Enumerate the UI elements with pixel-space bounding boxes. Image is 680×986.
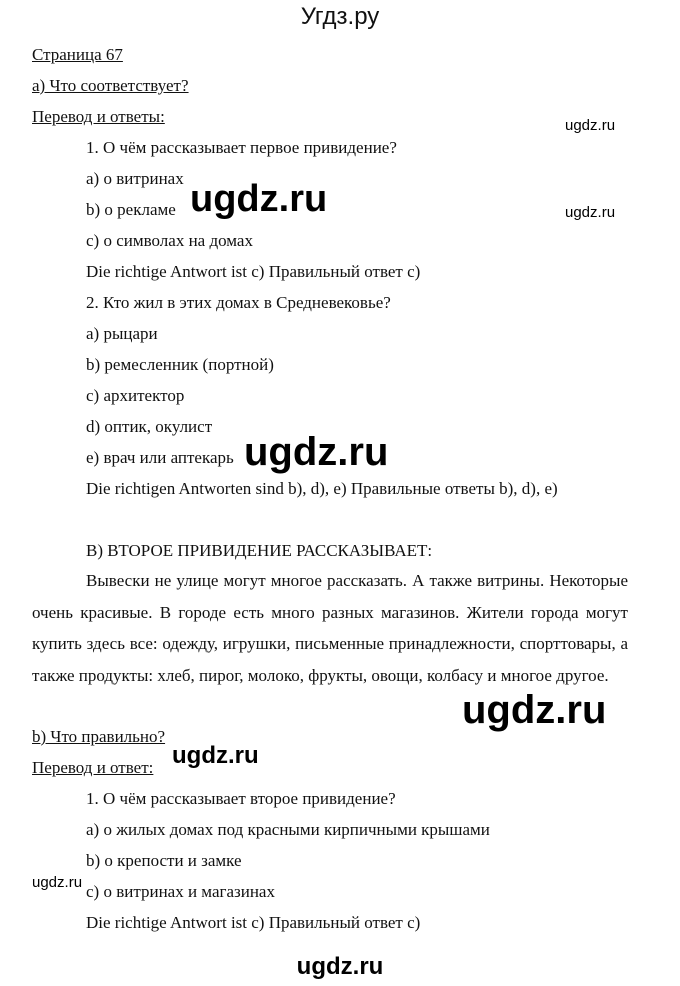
b-q1-answer: Die richtige Antwort ist c) Правильный ответ с) xyxy=(86,913,421,932)
q1-option-b: b) о рекламе xyxy=(86,200,176,219)
watermark-small-2: ugdz.ru xyxy=(565,204,616,221)
q2-option-e: е) врач или аптекарь xyxy=(86,448,234,467)
q2-answer: Die richtigen Antworten sind b), d), e) Правильные ответы b), d), e) xyxy=(86,479,558,498)
q2-option-b: b) ремесленник (портной) xyxy=(86,355,274,374)
watermark-small-1: ugdz.ru xyxy=(565,117,616,134)
page-header-title: Угдз.ру xyxy=(300,3,380,30)
ghost-story-heading: В) ВТОРОЕ ПРИВИДЕНИЕ РАССКАЗЫВАЕТ: xyxy=(86,541,433,560)
section-a-heading: а) Что соответствует? xyxy=(32,76,189,95)
watermark-large-1: ugdz.ru xyxy=(190,178,328,220)
b-q1-option-a: а) о жилых домах под красными кирпичными крышами xyxy=(86,820,490,839)
section-a-subheading: Перевод и ответы: xyxy=(32,107,165,126)
watermark-small-3: ugdz.ru xyxy=(32,874,83,891)
watermark-medium-1: ugdz.ru xyxy=(172,742,259,769)
question-2-text: 2. Кто жил в этих домах в Средневековье? xyxy=(86,293,391,312)
b-q1-option-b: b) о крепости и замке xyxy=(86,851,242,870)
watermark-large-2: ugdz.ru xyxy=(244,430,389,474)
question-1-text: 1. О чём рассказывает первое привидение? xyxy=(86,138,397,157)
q2-option-d: d) оптик, окулист xyxy=(86,417,213,436)
q2-option-a: а) рыцари xyxy=(86,324,158,343)
section-b-subheading: Перевод и ответ: xyxy=(32,758,154,777)
q1-answer: Die richtige Antwort ist c) Правильный ответ с) xyxy=(86,262,421,281)
watermark-large-3: ugdz.ru xyxy=(462,688,607,732)
q2-option-c: с) архитектор xyxy=(86,386,185,405)
b-q1-option-c: с) о витринах и магазинах xyxy=(86,882,275,901)
b-question-1-text: 1. О чём рассказывает второе привидение? xyxy=(86,789,396,808)
q1-option-c: с) о символах на домах xyxy=(86,231,253,250)
q1-option-a: а) о витринах xyxy=(86,169,184,188)
section-b-heading: b) Что правильно? xyxy=(32,727,166,746)
watermark-footer: ugdz.ru xyxy=(296,953,384,980)
ghost-story-paragraph: Вывески не улице могут многое рассказать. А также витрины. Некоторые очень красивые. В городе есть много разных магазинов. Жители города могут купить здесь все: одежду, игрушки, письменные принадлежности, спорттовары, а также продукты: хлеб, пирог, молоко, фрукты, овощи, колбасу и многое другое. xyxy=(32,571,628,685)
page-number-label: Страница 67 xyxy=(32,45,123,64)
